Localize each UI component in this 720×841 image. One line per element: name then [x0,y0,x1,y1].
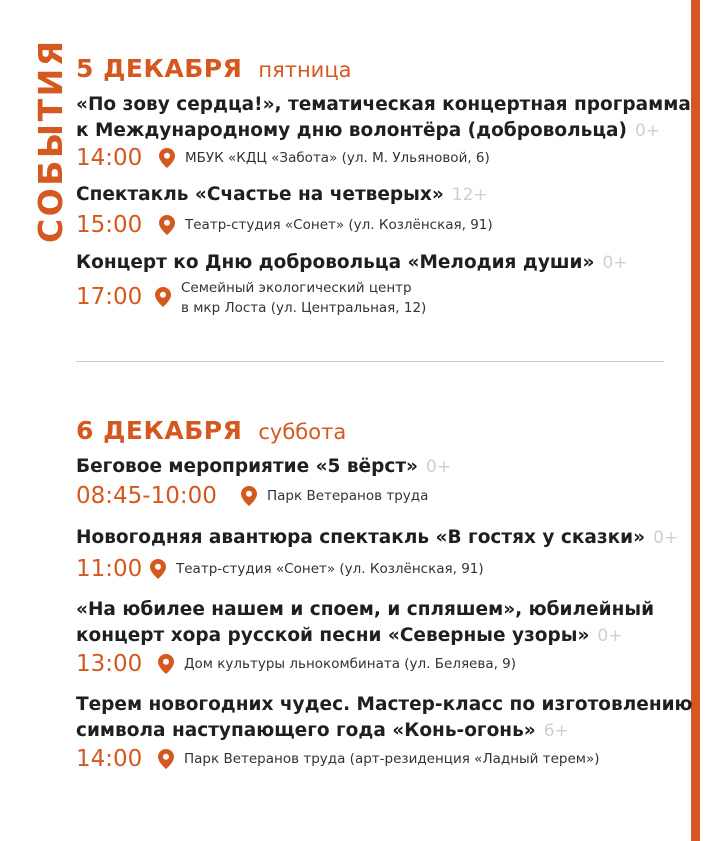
event-time: 13:00 [76,651,143,677]
location-line: Театр-студия «Сонет» (ул. Козлёнская, 91) [176,561,484,577]
age-badge: 0+ [602,253,628,273]
event-time: 08:45-10:00 [76,483,217,509]
map-pin-icon [158,654,174,674]
section-label-events: СОБЫТИЯ [31,38,70,243]
location-line: Парк Ветеранов труда (арт-резиденция «Ладный терем») [184,751,600,767]
map-pin-icon [241,486,257,506]
location-line: Дом культуры льнокомбината (ул. Беляева, 9) [184,656,517,672]
event-location [155,278,426,318]
event-location [158,654,516,674]
event-title-line: Беговое мероприятие «5 вёрст» [76,456,418,477]
day-weekday: пятница [258,58,352,82]
location-line: МБУК «КДЦ «Забота» (ул. М. Ульяновой, 6) [185,150,490,166]
map-pin-icon [150,559,166,579]
day-date: 5 ДЕКАБРЯ [76,54,243,83]
event-location [150,559,484,579]
location-line: Театр-студия «Сонет» (ул. Козлёнская, 91) [185,217,493,233]
event-time: 14:00 [76,746,143,772]
event-title [76,250,628,276]
age-badge: 6+ [543,721,569,741]
age-badge: 0+ [653,528,679,548]
map-pin-icon [158,749,174,769]
event-location [241,486,428,506]
event-title-line: Спектакль «Счастье на четверых» [76,184,444,205]
event-title-line: символа наступающего года «Конь-огонь» [76,720,536,741]
map-pin-icon [155,287,171,307]
event-title-line: к Международному дню волонтёра (добровольца) [76,120,627,141]
event-time: 14:00 [76,145,143,171]
event-title-line: Концерт ко Дню добровольца «Мелодия души» [76,252,595,273]
event-title-line: Терем новогодних чудес. Мастер-класс по изготовлению [76,694,693,715]
day-weekday: суббота [258,420,347,444]
event-title-line: «По зову сердца!», тематическая концертная программа [76,94,691,115]
event-title [76,525,678,551]
event-time: 17:00 [76,284,143,310]
event-title-line: «На юбилее нашем и споем, и спляшем», юбилейный [76,599,655,620]
day-header [76,418,346,443]
event-time: 11:00 [76,556,143,582]
section-divider [76,361,664,362]
event-title [76,92,691,144]
age-badge: 0+ [634,121,661,141]
event-time: 15:00 [76,212,143,238]
map-pin-icon [159,148,175,168]
age-badge: 12+ [451,185,488,205]
location-line: Парк Ветеранов труда [267,488,429,504]
event-title [76,454,451,480]
event-location [158,749,600,769]
event-location [159,215,493,235]
day-header [76,56,352,81]
event-title-line: концерт хора русской песни «Северные узоры» [76,625,590,646]
event-title [76,597,654,649]
event-title-line: Новогодняя авантюра спектакль «В гостях у сказки» [76,527,646,548]
map-pin-icon [159,215,175,235]
event-location [159,148,490,168]
day-date: 6 ДЕКАБРЯ [76,416,243,445]
location-line: в мкр Лоста (ул. Центральная, 12) [181,300,427,316]
event-title [76,182,488,208]
age-badge: 0+ [426,457,452,477]
location-line: Семейный экологический центр [181,280,412,296]
age-badge: 0+ [597,626,623,646]
event-title [76,692,693,744]
